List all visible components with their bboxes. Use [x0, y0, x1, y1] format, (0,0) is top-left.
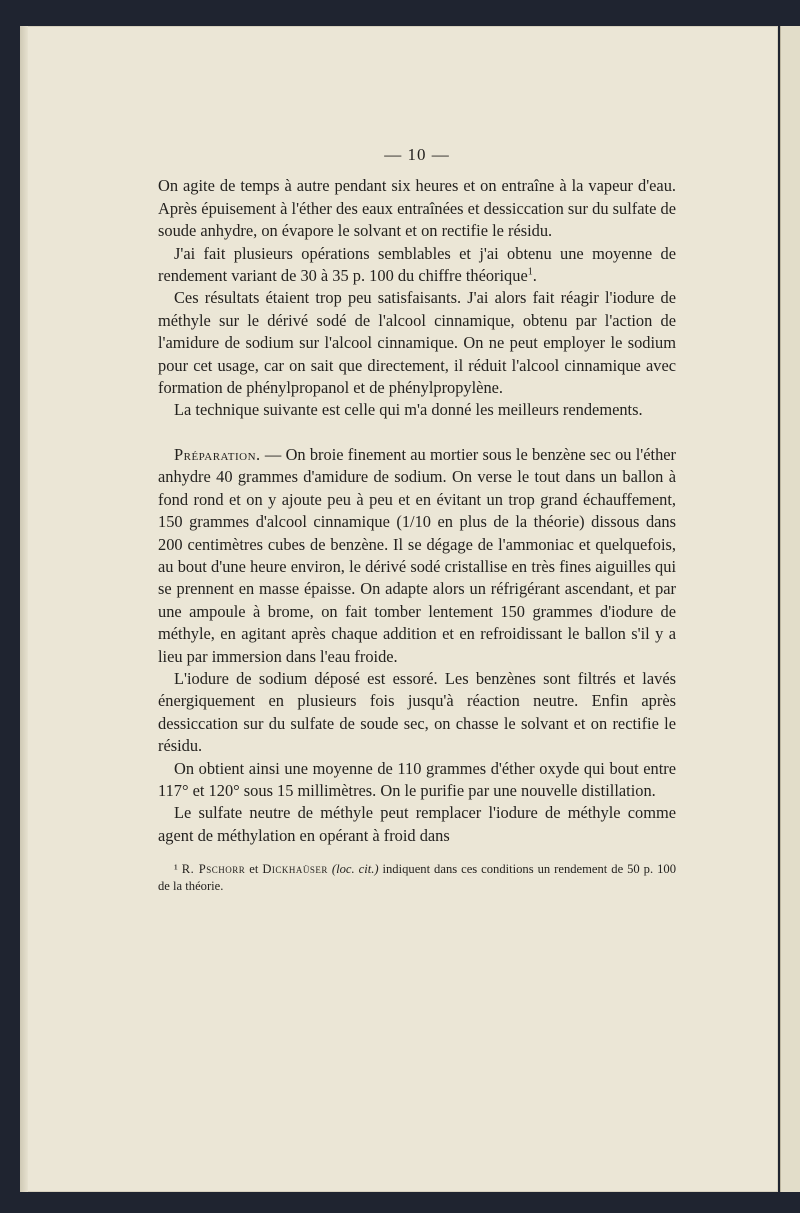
paragraph-1: On agite de temps à autre pendant six heures et on entraîne à la vapeur d'eau. Après épuisement à l'éther des eaux entraînées et dessiccation sur du sulfate de soude anhydre, on évapore le solvant et on rectifie le résidu. — [158, 176, 676, 241]
paragraph-7: On obtient ainsi une moyenne de 110 grammes d'éther oxyde qui bout entre 117° et 120° sous 15 millimètres. On le purifie par une nouvelle distillation. — [158, 758, 676, 800]
section-gap — [158, 422, 676, 444]
page-text — [158, 144, 676, 895]
adjacent-page-edge — [780, 26, 800, 1192]
preparation-text: — On broie finement au mortier sous le benzène sec ou l'éther anhydre 40 grammes d'amidure de sodium. On verse le tout dans un ballon à fond rond et on y ajoute peu à peu et en évitant un trop grand échauffement, 150 grammes d'alcool cinnamique (1/10 en plus de la théorie) dissous dans 200 centimètres cubes de benzène. Il se dégage de l'ammoniac et quelquefois, au bout d'une heure environ, le dérivé sodé cristallise en très fines aiguilles qui se prennent en masse épaisse. On adapte alors un réfrigérant ascendant, et par une ampoule à brome, on fait tomber lentement 150 grammes d'iodure de méthyle, en agitant après chaque addition et en refroidissant le ballon s'il y a lieu par immersion dans l'eau froide. — [158, 444, 677, 666]
footnote-marker: ¹ — [174, 862, 178, 877]
page-binding-edge — [20, 26, 28, 1192]
paragraph-2 — [158, 243, 676, 288]
paragraph-4: La technique suivante est celle qui m'a donné les meilleurs rendements. — [174, 400, 643, 420]
paragraph-preparation — [158, 444, 676, 668]
footnote-reference: 1 — [527, 266, 533, 278]
footnote-citation: (loc. cit.) — [331, 862, 379, 877]
document-page — [20, 26, 778, 1192]
footnote-author-2: Dickhaüser — [262, 862, 328, 877]
footnote-connector: et — [245, 862, 263, 877]
footnote — [158, 861, 676, 895]
paragraph-6: L'iodure de sodium déposé est essoré. Les benzènes sont filtrés et lavés énergiquement en plusieurs fois jusqu'à réaction neutre. Enfin après dessiccation sur du sulfate de soude sec, on chasse le solvant et on rectifie le résidu. — [158, 668, 676, 756]
footnote-author-1: R. Pschorr — [181, 862, 246, 877]
page-number: — 10 — — [384, 145, 450, 164]
paragraph-2-end: . — [532, 266, 537, 286]
section-label: Préparation. — [174, 444, 261, 464]
footnote-text: indiquent dans ces conditions un rendement de 50 p. 100 de la théorie. — [158, 862, 676, 894]
paragraph-2-text: J'ai fait plusieurs opérations semblables et j'ai obtenu une moyenne de rendement variant de 30 à 35 p. 100 du chiffre théorique — [158, 243, 676, 286]
paragraph-3: Ces résultats étaient trop peu satisfaisants. J'ai alors fait réagir l'iodure de méthyle sur le dérivé sodé de l'alcool cinnamique, obtenu par l'action de l'amidure de sodium sur l'alcool cinnamique. On ne peut employer le sodium pour cet usage, car on sait que directement, il réduit l'alcool cinnamique avec formation de phénylpropanol et de phénylpropylène. — [158, 288, 676, 398]
paragraph-8: Le sulfate neutre de méthyle peut remplacer l'iodure de méthyle comme agent de méthylation en opérant à froid dans — [158, 803, 676, 845]
